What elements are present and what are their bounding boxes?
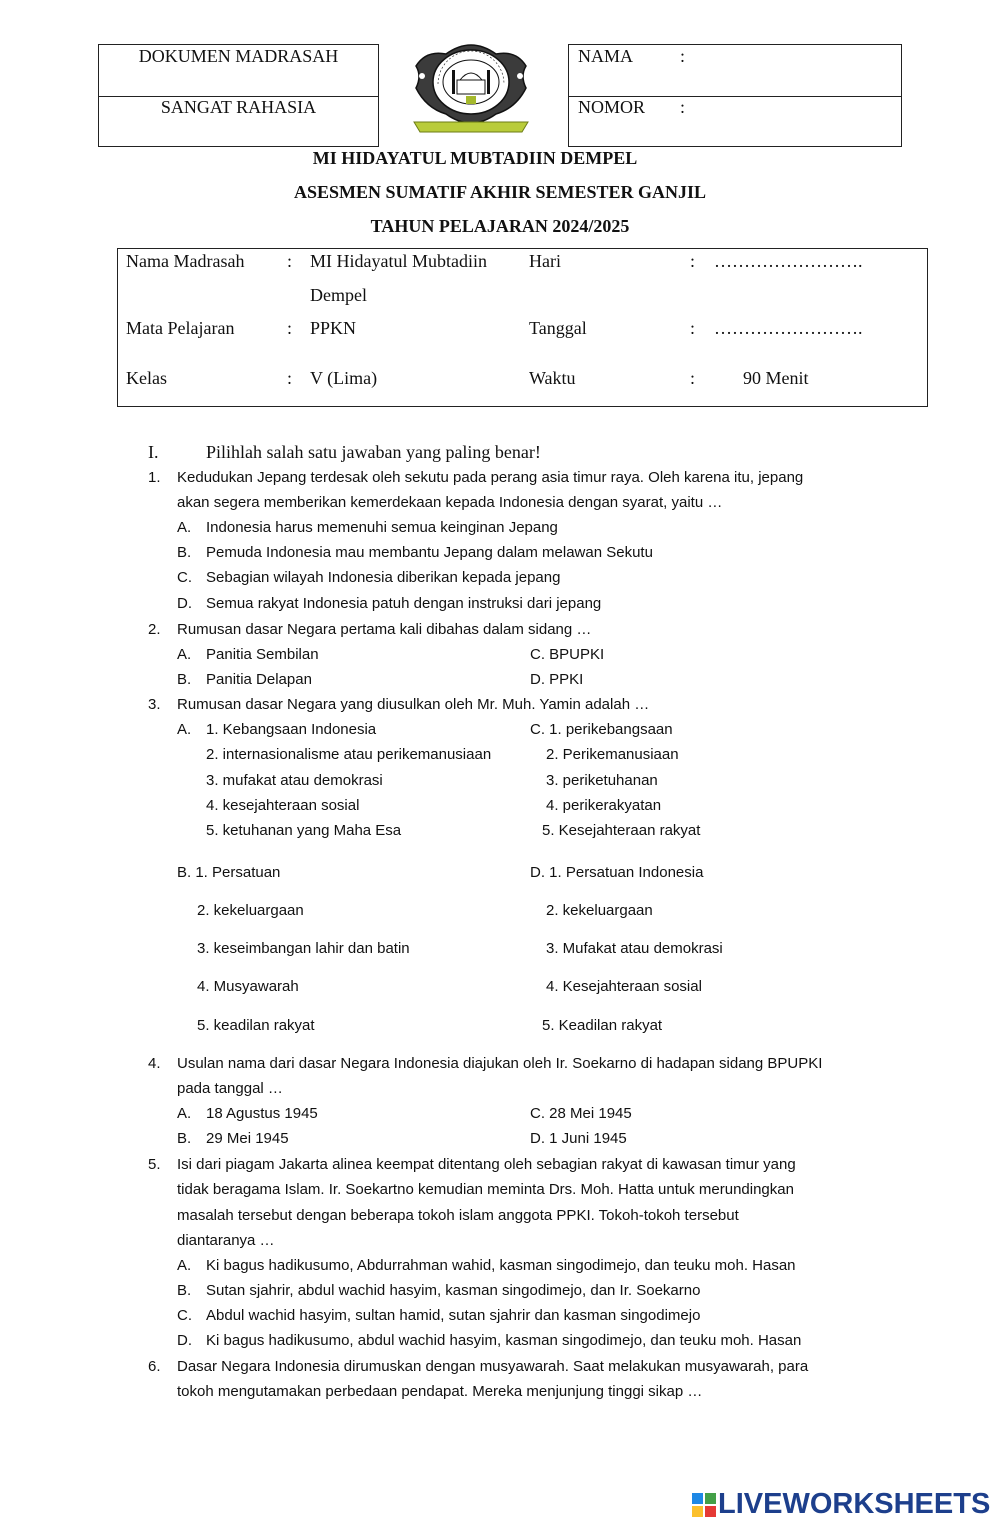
q4-text-line1: Usulan nama dari dasar Negara Indonesia diajukan oleh Ir. Soekarno di hadapan sidang BPUPKI bbox=[177, 1055, 823, 1072]
q5-text-line4: diantaranya … bbox=[177, 1232, 275, 1249]
q5-text-line2: tidak beragama Islam. Ir. Soekartno kemudian meminta Drs. Moh. Hatta untuk merundingkan bbox=[177, 1181, 794, 1198]
q4-letter-a: A. bbox=[177, 1105, 192, 1122]
q3-option-d-item: 4. Kesejahteraan sosial bbox=[546, 978, 702, 995]
q5-number: 5. bbox=[148, 1156, 161, 1173]
q1-text-line1: Kedudukan Jepang terdesak oleh sekutu pada perang asia timur raya. Oleh karena itu, jepang bbox=[177, 469, 804, 486]
logo-square-3 bbox=[692, 1506, 703, 1517]
madrasah-value-cont: Dempel bbox=[310, 285, 367, 305]
tanggal-value: ……………………. bbox=[714, 318, 863, 338]
q3-option-b-item: 3. keseimbangan lahir dan batin bbox=[197, 940, 410, 957]
q3-option-a-item[interactable]: 1. Kebangsaan Indonesia bbox=[206, 721, 377, 738]
q2-option-d[interactable]: D. PPKI bbox=[530, 671, 584, 688]
logo-square-1 bbox=[692, 1493, 703, 1504]
number-label: NOMOR bbox=[578, 97, 646, 117]
q4-option-a[interactable]: 18 Agustus 1945 bbox=[206, 1105, 318, 1122]
waktu-colon: : bbox=[690, 368, 696, 388]
q4-number: 4. bbox=[148, 1055, 161, 1072]
kelas-colon: : bbox=[287, 368, 293, 388]
mapel-label: Mata Pelajaran bbox=[126, 318, 235, 338]
q1-text-line2: akan segera memberikan kemerdekaan kepada Indonesia dengan syarat, yaitu … bbox=[177, 494, 723, 511]
q2-letter-a: A. bbox=[177, 646, 192, 663]
kelas-label: Kelas bbox=[126, 368, 167, 388]
hari-value: ……………………. bbox=[714, 251, 863, 271]
exam-title: ASESMEN SUMATIF AKHIR SEMESTER GANJIL bbox=[293, 182, 707, 202]
waktu-value: 90 Menit bbox=[743, 368, 809, 388]
q5-letter-a: A. bbox=[177, 1257, 192, 1274]
q3-option-a-item: 4. kesejahteraan sosial bbox=[206, 797, 360, 814]
q1-option-c[interactable]: Sebagian wilayah Indonesia diberikan kepada jepang bbox=[206, 569, 561, 586]
q6-text-line1: Dasar Negara Indonesia dirumuskan dengan musyawarah. Saat melakukan musyawarah, para bbox=[177, 1358, 809, 1375]
q6-text-line2: tokoh mengutamakan perbedaan pendapat. Mereka menjunjung tinggi sikap … bbox=[177, 1383, 703, 1400]
liveworksheets-logo-icon bbox=[692, 1493, 716, 1517]
q3-number: 3. bbox=[148, 696, 161, 713]
secrecy-label: SANGAT RAHASIA bbox=[160, 97, 317, 117]
section-instruction: Pilihlah salah satu jawaban yang paling benar! bbox=[206, 442, 541, 462]
logo-square-2 bbox=[705, 1493, 716, 1504]
q5-option-b[interactable]: Sutan sjahrir, abdul wachid hasyim, kasman singodimejo, dan Ir. Soekarno bbox=[206, 1282, 701, 1299]
section-number: I. bbox=[148, 442, 159, 462]
q3-option-c-item: 4. perikerakyatan bbox=[546, 797, 662, 814]
q3-option-c-item[interactable]: C. 1. perikebangsaan bbox=[530, 721, 673, 738]
hari-label: Hari bbox=[529, 251, 561, 271]
q2-option-a[interactable]: Panitia Sembilan bbox=[206, 646, 319, 663]
q2-letter-b: B. bbox=[177, 671, 192, 688]
q5-letter-c: C. bbox=[177, 1307, 192, 1324]
q1-number: 1. bbox=[148, 469, 161, 486]
hari-colon: : bbox=[690, 251, 696, 271]
q2-text-line1: Rumusan dasar Negara pertama kali dibahas dalam sidang … bbox=[177, 621, 592, 638]
number-colon: : bbox=[680, 97, 686, 117]
mapel-colon: : bbox=[287, 318, 293, 338]
q3-option-b-item: 2. kekeluargaan bbox=[197, 902, 304, 919]
mapel-value: PPKN bbox=[310, 318, 357, 338]
q2-option-c[interactable]: C. BPUPKI bbox=[530, 646, 605, 663]
liveworksheets-watermark[interactable]: LIVEWORKSHEETS bbox=[718, 1488, 991, 1520]
q3-option-d-item: 3. Mufakat atau demokrasi bbox=[546, 940, 723, 957]
school-logo bbox=[408, 36, 534, 136]
q3-option-d-item[interactable]: D. 1. Persatuan Indonesia bbox=[530, 864, 704, 881]
q1-option-a[interactable]: Indonesia harus memenuhi semua keinginan Jepang bbox=[206, 519, 558, 536]
school-title: MI HIDAYATUL MUBTADIIN DEMPEL bbox=[312, 148, 638, 168]
madrasah-label: Nama Madrasah bbox=[126, 251, 245, 271]
q3-option-d-item: 5. Keadilan rakyat bbox=[542, 1017, 663, 1034]
waktu-label: Waktu bbox=[529, 368, 576, 388]
q5-text-line1: Isi dari piagam Jakarta alinea keempat ditentang oleh sebagian rakyat di kawasan timur yang bbox=[177, 1156, 796, 1173]
q3-option-c-item: 5. Kesejahteraan rakyat bbox=[542, 822, 701, 839]
madrasah-value: MI Hidayatul Mubtadiin bbox=[310, 251, 487, 271]
q3-option-d-item: 2. kekeluargaan bbox=[546, 902, 653, 919]
tanggal-label: Tanggal bbox=[529, 318, 587, 338]
q5-option-a[interactable]: Ki bagus hadikusumo, Abdurrahman wahid, kasman singodimejo, dan teuku moh. Hasan bbox=[206, 1257, 796, 1274]
doc-type-label: DOKUMEN MADRASAH bbox=[138, 46, 339, 66]
q6-number: 6. bbox=[148, 1358, 161, 1375]
q1-letter-a: A. bbox=[177, 519, 192, 536]
q1-letter-c: C. bbox=[177, 569, 192, 586]
q4-letter-b: B. bbox=[177, 1130, 192, 1147]
q3-option-c-item: 3. periketuhanan bbox=[546, 772, 658, 789]
q4-option-d[interactable]: D. 1 Juni 1945 bbox=[530, 1130, 627, 1147]
q5-option-d[interactable]: Ki bagus hadikusumo, abdul wachid hasyim, kasman singodimejo, dan teuku moh. Hasan bbox=[206, 1332, 802, 1349]
q5-letter-d: D. bbox=[177, 1332, 192, 1349]
q3-option-b-item: 4. Musyawarah bbox=[197, 978, 299, 995]
q5-letter-b: B. bbox=[177, 1282, 192, 1299]
q5-text-line3: masalah tersebut dengan beberapa tokoh islam anggota PPKI. Tokoh-tokoh tersebut bbox=[177, 1207, 739, 1224]
logo-square-4 bbox=[705, 1506, 716, 1517]
name-label: NAMA bbox=[578, 46, 634, 66]
q4-text-line2: pada tanggal … bbox=[177, 1080, 283, 1097]
q3-option-a-item: 2. internasionalisme atau perikemanusiaan bbox=[206, 746, 492, 763]
q3-text-line1: Rumusan dasar Negara yang diusulkan oleh Mr. Muh. Yamin adalah … bbox=[177, 696, 650, 713]
q2-option-b[interactable]: Panitia Delapan bbox=[206, 671, 312, 688]
q3-option-a-item: 5. ketuhanan yang Maha Esa bbox=[206, 822, 402, 839]
q3-option-b-item[interactable]: B. 1. Persatuan bbox=[177, 864, 281, 881]
q2-number: 2. bbox=[148, 621, 161, 638]
year-title: TAHUN PELAJARAN 2024/2025 bbox=[370, 216, 630, 236]
madrasah-colon: : bbox=[287, 251, 293, 271]
q3-letter-a: A. bbox=[177, 721, 192, 738]
q1-option-b[interactable]: Pemuda Indonesia mau membantu Jepang dalam melawan Sekutu bbox=[206, 544, 653, 561]
q1-letter-d: D. bbox=[177, 595, 192, 612]
kelas-value: V (Lima) bbox=[310, 368, 378, 388]
name-colon: : bbox=[680, 46, 686, 66]
q1-letter-b: B. bbox=[177, 544, 192, 561]
q4-option-b[interactable]: 29 Mei 1945 bbox=[206, 1130, 289, 1147]
q3-option-c-item: 2. Perikemanusiaan bbox=[546, 746, 679, 763]
q1-option-d[interactable]: Semua rakyat Indonesia patuh dengan instruksi dari jepang bbox=[206, 595, 602, 612]
tanggal-colon: : bbox=[690, 318, 696, 338]
q4-option-c[interactable]: C. 28 Mei 1945 bbox=[530, 1105, 632, 1122]
q3-option-a-item: 3. mufakat atau demokrasi bbox=[206, 772, 383, 789]
q5-option-c[interactable]: Abdul wachid hasyim, sultan hamid, sutan sjahrir dan kasman singodimejo bbox=[206, 1307, 701, 1324]
q3-option-b-item: 5. keadilan rakyat bbox=[197, 1017, 315, 1034]
